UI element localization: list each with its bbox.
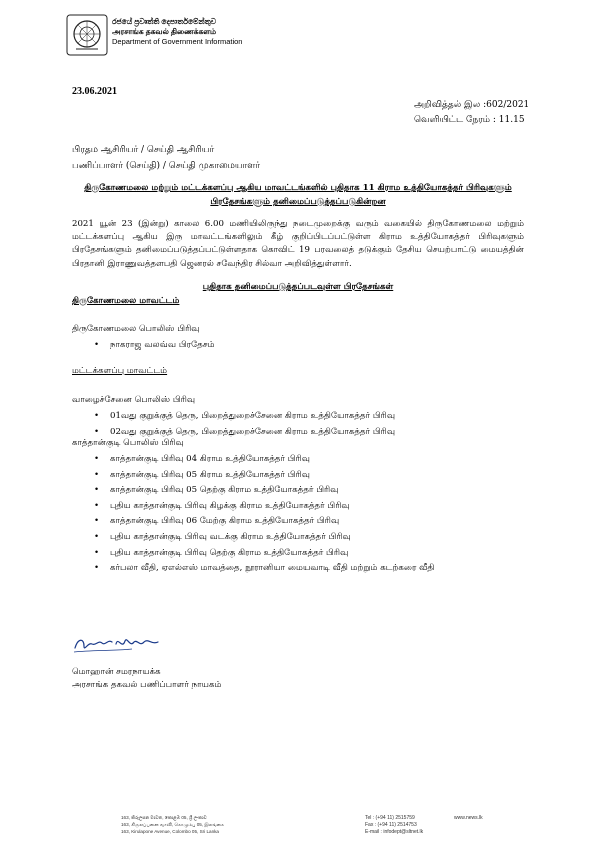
list-item: • காத்தான்குடி பிரிவு 05 தெற்கு கிராம உத்தியோகத்தர் பிரிவு [72, 483, 524, 499]
list-item: • காத்தான்குடி பிரிவு 04 கிராம உத்தியோகத்தர் பிரிவு [72, 452, 524, 468]
signer-name: மொஹான் சமரநாயக்க [72, 667, 161, 677]
list-item: • புதிய காத்தான்குடி பிரிவு தெற்கு கிராம உத்தியோகத்தர் பிரிவு [72, 546, 524, 562]
signature [72, 630, 162, 658]
footer-website: www.news.lk [454, 815, 483, 821]
list-item: • கர்பலா வீதி, ஏஎல்எஸ் மாவத்தை, நூரானியா மையவாடி வீதி மற்றும் கடற்கரை வீதி [72, 561, 524, 577]
valaichchenai-police-division: வாழைச்சேனை பொலிஸ் பிரிவு [72, 395, 196, 405]
trincomalee-district-heading: திருகோணமலை மாவட்டம் [72, 296, 180, 306]
body-paragraph: 2021 யூன் 23 (இன்று) காலை 6.00 மணியிலிருந்து நடைமுறைக்கு வரும் வகையில் திருகோணமலை மற்றும் மட்டக்களப்பு ஆகிய இரு மாவட்டங்களிலும் கீழ் குறிப்பிடப்பட்டுள்ள கிராம உத்தியோகத்தர் பிரிவுகளும் பிரதேசங்களும் தனிமைப்படுத்தப்பட்டுள்ளதாக கொவிட் 19 பரவலைத் தடுக்கும் தேசிய செயற்பாட்டு மையத்தின் பிரதானி இராணுவத்தளபதி ஜெனரல் சவேந்திர சில்வா அறிவித்துள்ளார். [72, 219, 524, 269]
trincomalee-area-list [72, 338, 524, 354]
valaichchenai-area-list [72, 409, 524, 440]
addressee-line: பிரதம ஆசிரியர் / செய்தி ஆசிரியர் [72, 145, 215, 155]
list-item: • காத்தான்குடி பிரிவு 05 கிராம உத்தியோகத்தர் பிரிவு [72, 468, 524, 484]
list-item: • 02வது குறுக்குத் தெரு, பிறைத்துறைச்சேனை கிராம உத்தியோகத்தர் பிரிவு [72, 425, 524, 441]
release-date: 23.06.2021 [72, 86, 117, 97]
list-item: • நாகராஜ வலவ்வ பிரதேசம் [72, 338, 524, 354]
trincomalee-police-division: திருகோணமலை பொலிஸ் பிரிவு [72, 324, 200, 334]
batticaloa-district-heading: மட்டக்களப்பு மாவட்டம் [72, 366, 168, 376]
footer-email: E-mail : infodept@sltnet.lk [365, 829, 424, 835]
footer-contacts [365, 815, 423, 836]
footer-address-tamil: 163, கிருலப்பனை வாவி, கொழும்பு 05, இலங்கை [121, 822, 225, 827]
footer-address [121, 814, 224, 835]
signer-block [72, 666, 221, 692]
list-item: • 01வது குறுக்குத் தெரு, பிறைத்துறைச்சேனை கிராம உத்தியோகத்தர் பிரிவு [72, 409, 524, 425]
list-item: • புதிய காத்தான்குடி பிரிவு கிழக்கு கிராம உத்தியோகத்தர் பிரிவு [72, 499, 524, 515]
kattankudy-area-list [72, 452, 524, 577]
release-info [414, 98, 529, 128]
government-crest-logo [66, 14, 108, 56]
footer-address-sinhala: 163, කිරුලපන මාවත, කොළඹ 05, ශ්‍රී ලංකාව [121, 815, 207, 820]
addressee-block [72, 142, 260, 174]
department-name-block [112, 17, 242, 47]
list-item: • புதிய காத்தான்குடி பிரிவு வடக்கு கிராம உத்தியோகத்தர் பிரிவு [72, 530, 524, 546]
release-number: அறிவித்தல் இல :602/2021 [414, 100, 530, 110]
department-name-tamil: அரசாங்க தகவல் திணைக்களம் [112, 27, 217, 36]
footer-address-english: 163, Kirulapone Avenue, Colombo 05, Sri Lanka [121, 829, 219, 834]
footer-tel: Tel : (+94 11) 2515759 [365, 815, 415, 821]
areas-subtitle: புதிதாக தனிமைப்படுத்தப்படவுள்ள பிரதேசங்கள் [202, 282, 394, 292]
list-item: • காத்தான்குடி பிரிவு 06 மேற்கு கிராம உத்தியோகத்தர் பிரிவு [72, 514, 524, 530]
document-title: திருகோணமலை மற்றும் மட்டக்களப்பு ஆகிய மாவட்டங்களில் புதிதாக 11 கிராம உத்தியோகத்தர் பிரிவுகளும் பிரதேசங்களும் தனிமைப்படுத்தப்படுகின்றன [84, 183, 512, 207]
release-time: வெளியிட்ட நேரம் : 11.15 [414, 115, 525, 125]
signer-role: அரசாங்க தகவல் பணிப்பாளர் நாயகம் [72, 680, 222, 690]
department-name-sinhala: රජයේ ප්‍රවෘත්ති දෙපාර්තමේන්තුව [112, 17, 217, 26]
addressee-line: பணிப்பாளர் (செய்தி) / செய்தி முகாமையாளர் [72, 161, 261, 171]
kattankudy-police-division: காத்தான்குடி பொலிஸ் பிரிவு [72, 438, 184, 448]
footer-fax: Fax : (+94 11) 2514753 [365, 822, 417, 828]
department-name-english: Department of Government Information [112, 37, 243, 46]
